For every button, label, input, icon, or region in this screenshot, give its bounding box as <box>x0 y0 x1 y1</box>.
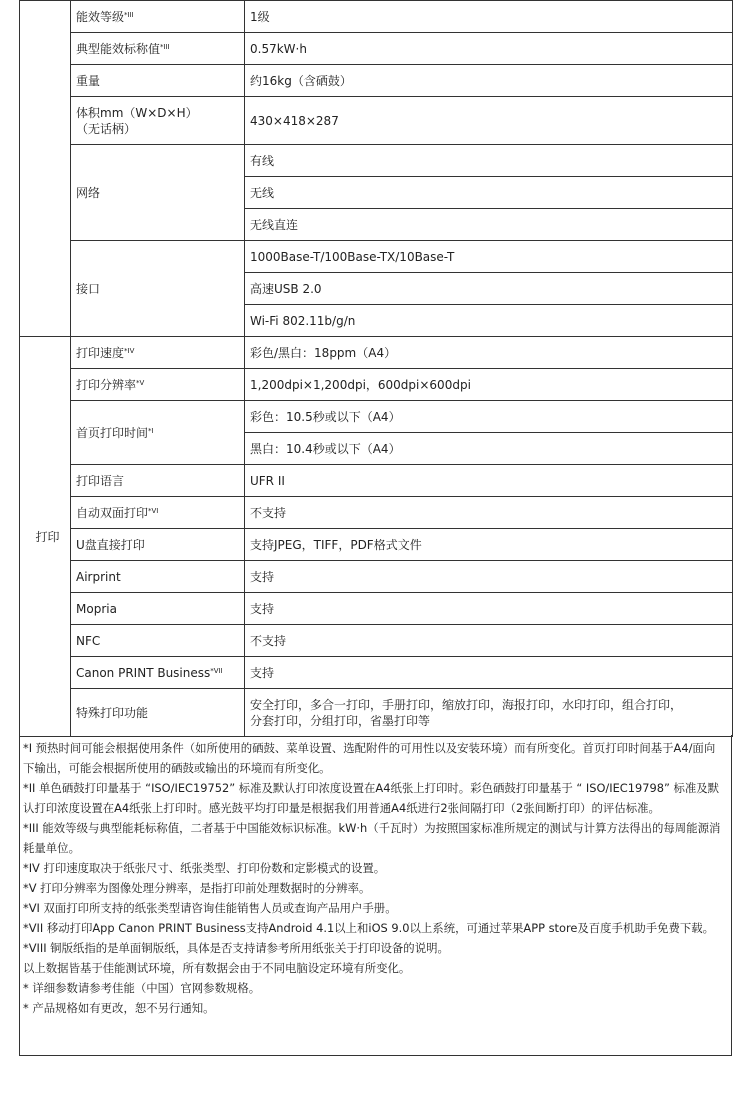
row-value-first-print-mono: 黑白：10.4秒或以下（A4） <box>245 433 733 465</box>
row-value-canon-print: 支持 <box>245 657 733 689</box>
row-value-energy-class: 1级 <box>245 1 733 33</box>
row-label-resolution: 打印分辨率$^{*V}$ <box>71 369 245 401</box>
row-value-weight: 约16kg（含硒鼓） <box>245 65 733 97</box>
footnote: *II 单色硒鼓打印量基于 “ISO/IEC19752” 标准及默认打印浓度设置在A4纸张上打印时。彩色硒鼓打印量基于 “ ISO/IEC19798” 标准及默认打印浓度设置在A4纸张上打印时。感光鼓平均打印量是根据我们用普通A4纸进行2张间隔打印（2张间断打印）的评估标准。 <box>23 781 720 815</box>
row-label-first-print: 首页打印时间$^{*I}$ <box>71 401 245 465</box>
row-value-dimensions: 430×418×287 <box>245 97 733 145</box>
row-value-network-direct: 无线直连 <box>245 209 733 241</box>
footnote: 以上数据皆基于佳能测试环境，所有数据会由于不同电脑设定环境有所变化。 <box>23 961 411 975</box>
row-label-airprint: Airprint <box>71 561 245 593</box>
row-label-mopria: Mopria <box>71 593 245 625</box>
footnote: * 详细参数请参考佳能（中国）官网参数规格。 <box>23 981 261 995</box>
spec-table <box>19 0 733 737</box>
row-label-print-speed: 打印速度$^{*IV}$ <box>71 337 245 369</box>
row-value-network-wired: 有线 <box>245 145 733 177</box>
footnote: *VIII 铜版纸指的是单面铜版纸，具体是否支持请参考所用纸张关于打印设备的说明。 <box>23 941 449 955</box>
row-value-duplex: 不支持 <box>245 497 733 529</box>
row-value-print-speed: 彩色/黑白：18ppm（A4） <box>245 337 733 369</box>
row-label-interface: 接口 <box>71 241 245 337</box>
footnotes-box <box>19 735 732 1056</box>
row-value-print-language: UFR II <box>245 465 733 497</box>
footnote: *VII 移动打印App Canon PRINT Business支持Android 4.1以上和iOS 9.0以上系统，可通过苹果APP store及百度手机助手免费下载。 <box>23 921 715 935</box>
row-label-energy-value: 典型能效标称值$^{*III}$ <box>71 33 245 65</box>
row-value-usb-print: 支持JPEG，TIFF，PDF格式文件 <box>245 529 733 561</box>
row-label-energy-class: 能效等级$^{*III}$ <box>71 1 245 33</box>
footnote: *V 打印分辨率为图像处理分辨率，是指打印前处理数据时的分辨率。 <box>23 881 371 895</box>
row-value-energy-value: 0.57kW·h <box>245 33 733 65</box>
footnote: *III 能效等级与典型能耗标称值，二者基于中国能效标识标准。kW·h（千瓦时）为按照国家标准所规定的测试与计算方法得出的每周能源消耗量单位。 <box>23 821 721 855</box>
row-label-weight: 重量 <box>71 65 245 97</box>
row-value-network-wireless: 无线 <box>245 177 733 209</box>
row-value-airprint: 支持 <box>245 561 733 593</box>
row-label-canon-print: Canon PRINT Business$^{*VII}$ <box>71 657 245 689</box>
row-value-interface-usb: 高速USB 2.0 <box>245 273 733 305</box>
section-cell-general <box>20 1 71 337</box>
row-value-mopria: 支持 <box>245 593 733 625</box>
row-value-nfc: 不支持 <box>245 625 733 657</box>
footnote: *I 预热时间可能会根据使用条件（如所使用的硒鼓、菜单设置、选配附件的可用性以及安装环境）而有所变化。首页打印时间基于A4/面向下输出，可能会根据所使用的硒鼓或输出的环境而有所变化。 <box>23 741 716 775</box>
row-label-usb-print: U盘直接打印 <box>71 529 245 561</box>
section-label-print: 打印 <box>20 337 71 737</box>
row-value-resolution: 1,200dpi×1,200dpi，600dpi×600dpi <box>245 369 733 401</box>
row-label-nfc: NFC <box>71 625 245 657</box>
row-value-interface-ethernet: 1000Base-T/100Base-TX/10Base-T <box>245 241 733 273</box>
row-label-dimensions: 体积mm（W×D×H） （无话柄） <box>71 97 245 145</box>
footnote: * 产品规格如有更改，恕不另行通知。 <box>23 1001 215 1015</box>
row-label-duplex: 自动双面打印$^{*VI}$ <box>71 497 245 529</box>
row-value-interface-wifi: Wi-Fi 802.11b/g/n <box>245 305 733 337</box>
row-value-first-print-color: 彩色：10.5秒或以下（A4） <box>245 401 733 433</box>
row-label-print-language: 打印语言 <box>71 465 245 497</box>
footnote: *IV 打印速度取决于纸张尺寸、纸张类型、打印份数和定影模式的设置。 <box>23 861 386 875</box>
footnote: *VI 双面打印所支持的纸张类型请咨询佳能销售人员或查询产品用户手册。 <box>23 901 397 915</box>
row-label-special-print: 特殊打印功能 <box>71 689 245 737</box>
row-label-network: 网络 <box>71 145 245 241</box>
row-value-special-print: 安全打印，多合一打印，手册打印，缩放打印，海报打印，水印打印，组合打印， 分套打印，分组打印，省墨打印等 <box>245 689 733 737</box>
